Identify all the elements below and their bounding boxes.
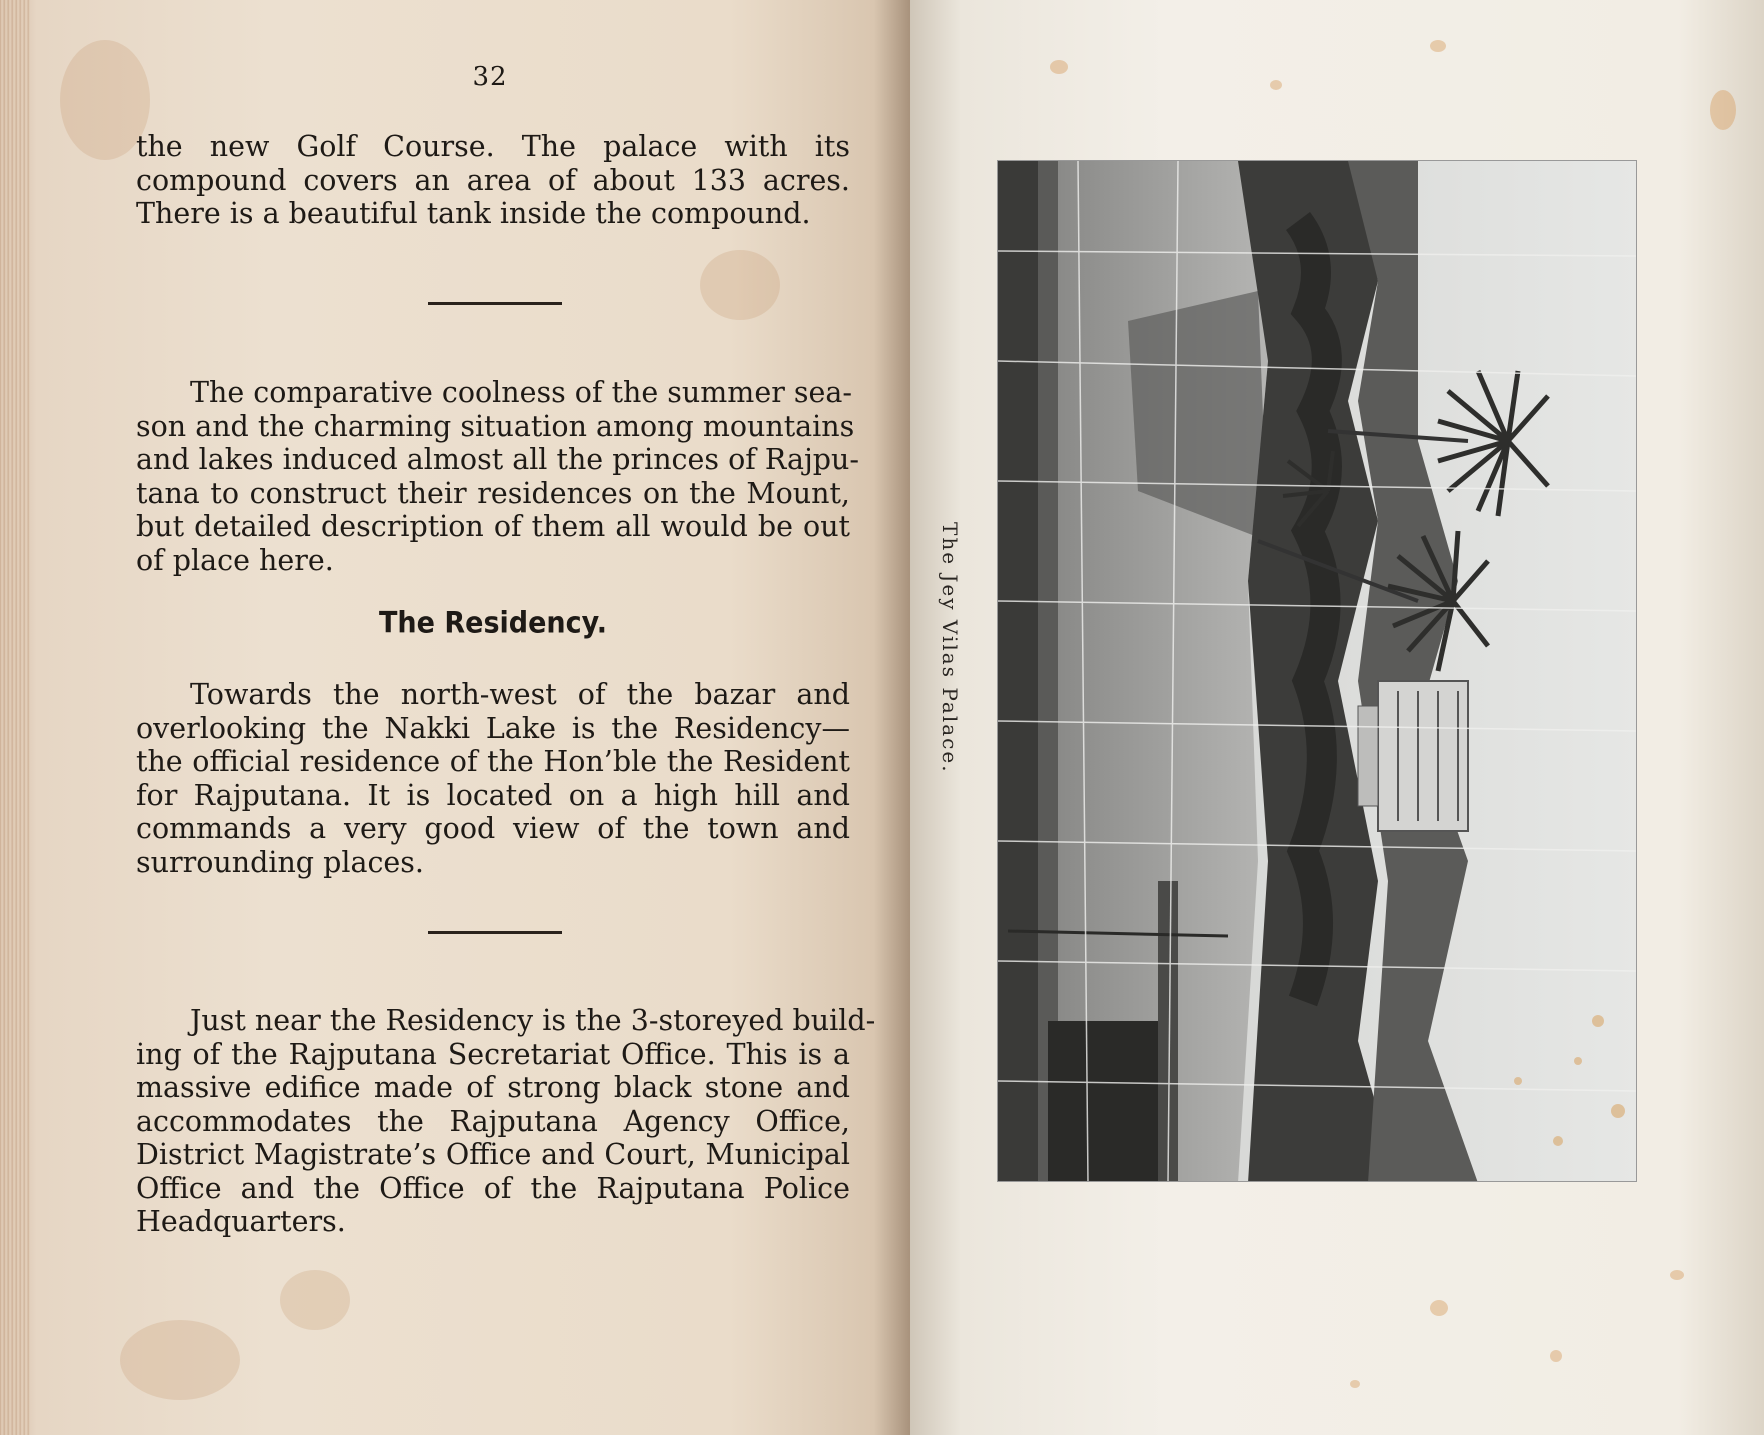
page-number: 32 — [472, 62, 508, 92]
text-line: massive edifice made of strong black stone and — [136, 1071, 850, 1104]
foxing-spot — [1430, 40, 1446, 52]
paragraph-secretariat — [136, 1004, 876, 1239]
foxing-spot — [1350, 1380, 1360, 1388]
foxing-spot — [1270, 80, 1282, 90]
section-heading: The Residency. — [378, 606, 608, 641]
foxing-spot — [1710, 90, 1736, 130]
text-line: the official residence of the Hon’ble the Resident — [136, 745, 850, 778]
photo-caption: The Jey Vilas Palace. — [938, 522, 962, 774]
text-line: Just near the Residency is the 3-storeyed build- — [190, 1004, 876, 1037]
palace-photograph — [997, 160, 1637, 1182]
text-line: The comparative coolness of the summer sea- — [190, 376, 852, 409]
palace-photo-illustration — [998, 161, 1637, 1182]
section-divider — [428, 931, 562, 934]
paragraph-residency — [136, 678, 850, 879]
paper-stain — [700, 250, 780, 320]
text-line: ing of the Rajputana Secretariat Office. This is a — [136, 1037, 850, 1071]
text-line: the new Golf Course. The palace with its — [136, 130, 850, 163]
text-line: compound covers an area of about 133 acres. — [136, 163, 850, 197]
text-line: and lakes induced almost all the princes of Rajpu- — [136, 443, 860, 476]
paper-stain — [280, 1270, 350, 1330]
text-line: tana to construct their residences on the Mount, — [136, 476, 850, 510]
foxing-spot — [1050, 60, 1068, 74]
text-line: son and the charming situation among mountains — [136, 409, 855, 443]
text-line: but detailed description of them all would be out — [136, 510, 850, 543]
text-line: of place here. — [136, 543, 334, 577]
text-line: There is a beautiful tank inside the compound. — [136, 197, 811, 230]
section-divider — [428, 302, 562, 305]
foxing-spot — [1430, 1300, 1448, 1316]
text-line: for Rajputana. It is located on a high hill and — [136, 778, 850, 812]
text-line: Headquarters. — [136, 1205, 346, 1238]
text-line: surrounding places. — [136, 845, 424, 879]
text-line: Office and the Office of the Rajputana Police — [136, 1171, 850, 1205]
paragraph-princes-residences — [136, 376, 860, 577]
text-line: commands a very good view of the town and — [136, 812, 850, 845]
text-line: overlooking the Nakki Lake is the Residency— — [136, 711, 850, 745]
foxing-spot — [1670, 1270, 1684, 1280]
text-line: District Magistrate’s Office and Court, Municipal — [136, 1138, 850, 1171]
paragraph-golf-course — [136, 130, 850, 231]
text-line: Towards the north-west of the bazar and — [190, 678, 850, 711]
text-line: accommodates the Rajputana Agency Office, — [136, 1104, 850, 1138]
paper-stain — [120, 1320, 240, 1400]
foxing-spot — [1550, 1350, 1562, 1362]
